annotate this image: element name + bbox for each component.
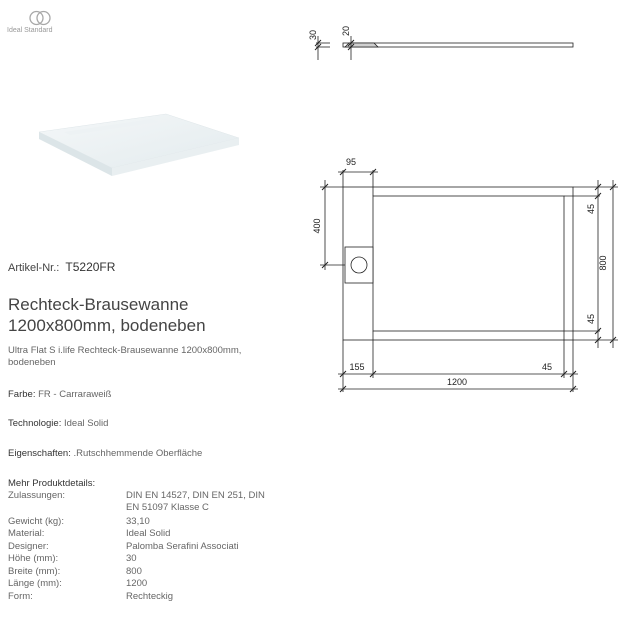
details-key: Material:: [8, 528, 45, 539]
dim-label-bottom-margin: 45: [586, 313, 596, 325]
product-description: Ultra Flat S i.life Rechteck-Brausewanne 1200x800mm, bodeneben: [8, 345, 242, 368]
dim-label-top-margin: 45: [586, 203, 596, 215]
property-value: Ideal Solid: [64, 418, 109, 429]
dim-label-right-margin: 45: [541, 362, 553, 372]
article-label: Artikel-Nr.:: [8, 262, 60, 274]
details-key: Gewicht (kg):: [8, 516, 64, 527]
details-value: Ideal Solid: [126, 528, 171, 539]
details-value: DIN EN 14527, DIN EN 251, DIN EN 51097 Klasse C: [126, 490, 265, 513]
details-value: Rechteckig: [126, 591, 173, 602]
property-label: Eigenschaften:: [8, 448, 71, 459]
details-key: Länge (mm):: [8, 578, 62, 589]
details-value: 1200: [126, 578, 148, 589]
title-line-2: 1200x800mm, bodeneben: [8, 316, 206, 335]
property-value: .Rutschhemmende Oberfläche: [73, 448, 203, 459]
logo-text: Ideal Standard: [7, 27, 53, 34]
details-key: Zulassungen:: [8, 490, 66, 501]
dim-label-drain-height: 20: [341, 25, 351, 37]
details-key: Höhe (mm):: [8, 553, 59, 564]
title-line-1: Rechteck-Brausewanne: [8, 295, 189, 314]
dim-label-drain-offset: 400: [312, 218, 322, 234]
plan-view-tray: [343, 187, 573, 340]
property-value: FR - Carraraweiß: [38, 389, 112, 400]
property-label: Farbe:: [8, 389, 36, 400]
details-key: Designer:: [8, 541, 49, 552]
details-value: 30: [126, 553, 137, 564]
details-value: 800: [126, 566, 142, 577]
dim-label-drain-width: 95: [345, 157, 357, 167]
details-key: Form:: [8, 591, 33, 602]
article-value: T5220FR: [65, 260, 116, 274]
details-heading: Mehr Produktdetails:: [8, 478, 96, 489]
property-label: Technologie:: [8, 418, 62, 429]
dim-label-height: 30: [308, 29, 318, 41]
details-value: 33,10: [126, 516, 150, 527]
details-key: Breite (mm):: [8, 566, 61, 577]
details-value: Palomba Serafini Associati: [126, 541, 239, 552]
dim-label-width: 800: [598, 255, 608, 271]
dim-label-length: 1200: [446, 377, 468, 387]
drain-outline: [345, 247, 373, 283]
dim-label-left-margin: 155: [349, 362, 365, 372]
